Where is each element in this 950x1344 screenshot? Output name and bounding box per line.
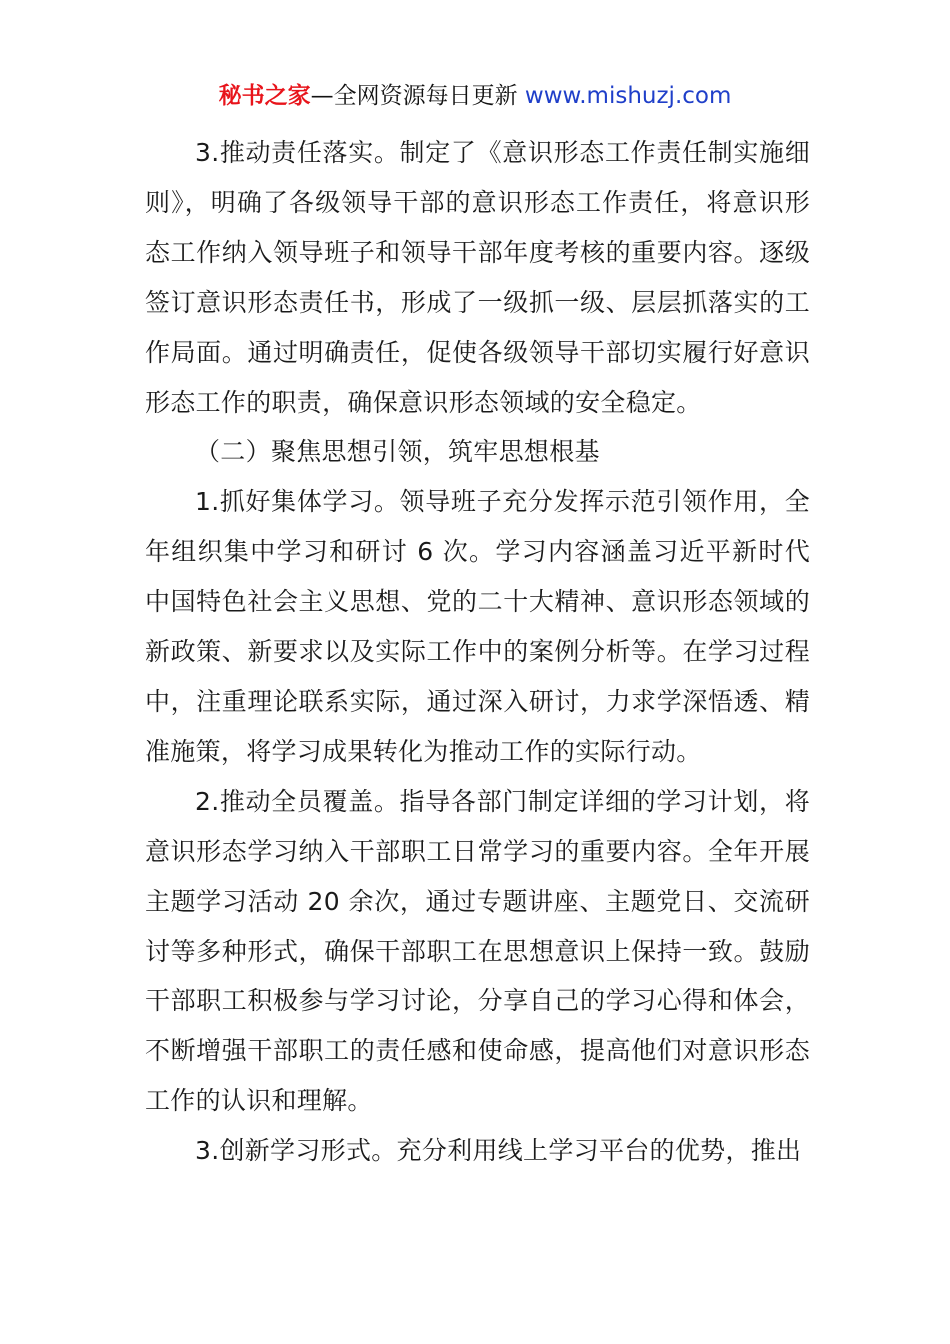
paragraph-responsibility: 3.推动责任落实。制定了《意识形态工作责任制实施细则》，明确了各级领导干部的意识形态工作责任，将意识形态工作纳入领导班子和领导干部年度考核的重要内容。逐级签订意识形态责任书，形成了一级抓一级、层层抓落实的工作局面。通过明确责任，促使各级领导干部切实履行好意识形态工作的职责，确保意识形态领域的安全稳定。 — [145, 138, 810, 417]
site-tagline: —全网资源每日更新 — [310, 83, 518, 109]
document-body — [145, 128, 810, 1176]
section-heading-2: （二）聚焦思想引领，筑牢思想根基 — [195, 437, 600, 467]
site-header — [0, 80, 950, 112]
paragraph-collective-study: 1.抓好集体学习。领导班子充分发挥示范引领作用，全年组织集中学习和研讨 6 次。学习内容涵盖习近平新时代中国特色社会主义思想、党的二十大精神、意识形态领域的新政策、新要求以及实际工作中的案例分析等。在学习过程中，注重理论联系实际，通过深入研讨，力求学深悟透、精准施策，将学习成果转化为推动工作的实际行动。 — [145, 487, 810, 766]
paragraph-full-coverage: 2.推动全员覆盖。指导各部门制定详细的学习计划，将意识形态学习纳入干部职工日常学习的重要内容。全年开展主题学习活动 20 余次，通过专题讲座、主题党日、交流研讨等多种形式，确保干部职工在思想意识上保持一致。鼓励干部职工积极参与学习讨论，分享自己的学习心得和体会，不断增强干部职工的责任感和使命感，提高他们对意识形态工作的认识和理解。 — [145, 786, 810, 1116]
site-url-link[interactable]: www.mishuzj.com — [524, 83, 732, 109]
paragraph-innovative-forms: 3.创新学习形式。充分利用线上学习平台的优势，推出 — [195, 1136, 802, 1166]
site-brand: 秘书之家 — [218, 83, 311, 109]
